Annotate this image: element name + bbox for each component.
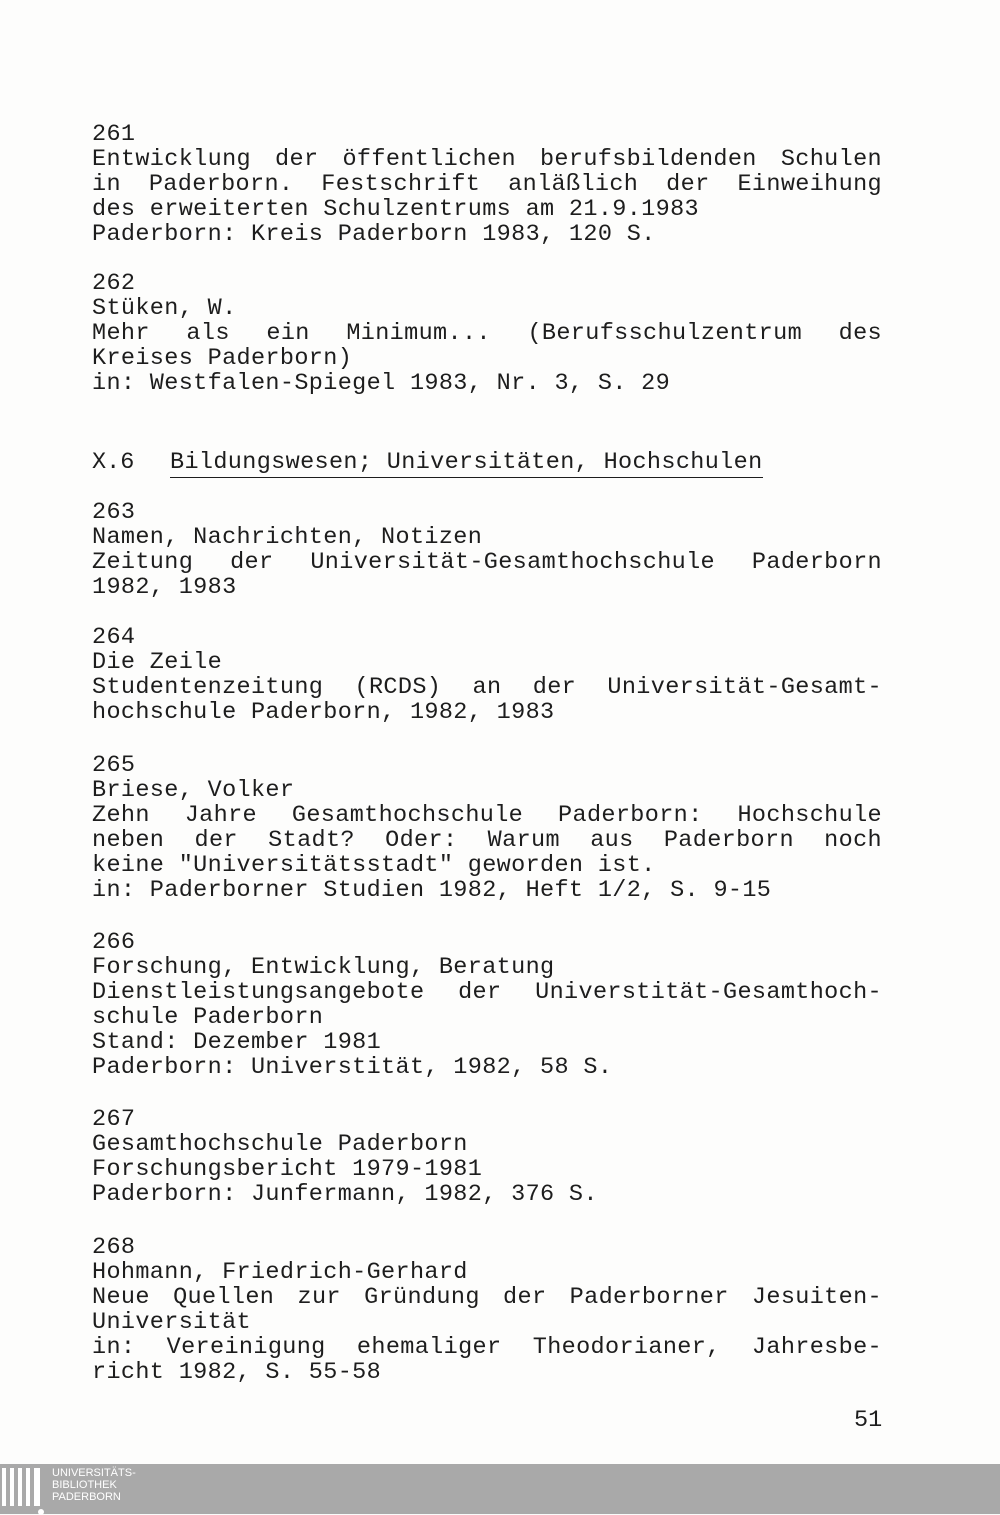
entry-number: 267: [92, 1106, 136, 1133]
entry-line: Zehn Jahre Gesamthochschule Paderborn: Hochschule: [92, 802, 882, 829]
entry-line: des erweiterten Schulzentrums am 21.9.1983: [92, 196, 699, 223]
entry-line: in: Paderborner Studien 1982, Heft 1/2, S. 9-15: [92, 877, 772, 904]
entry-line: Briese, Volker: [92, 777, 295, 804]
logo-line: PADERBORN: [52, 1491, 121, 1503]
entry-line: Dienstleistungsangebote der Universtität-Gesamthoch-: [92, 979, 882, 1006]
entry-line: Stüken, W.: [92, 295, 237, 322]
entry-line: Namen, Nachrichten, Notizen: [92, 524, 483, 551]
entry-line: Paderborn: Universtität, 1982, 58 S.: [92, 1054, 613, 1081]
entry-line: Forschung, Entwicklung, Beratung: [92, 954, 555, 981]
entry-line: keine "Universitätsstadt" geworden ist.: [92, 852, 656, 879]
entry-line: in: Vereinigung ehemaliger Theodorianer, Jahresbe-: [92, 1334, 882, 1361]
entry-line: Forschungsbericht 1979-1981: [92, 1156, 483, 1183]
page-number: 51: [854, 1407, 883, 1434]
entry-number: 264: [92, 624, 136, 651]
entry-line: Paderborn: Junfermann, 1982, 376 S.: [92, 1181, 598, 1208]
logo-line: BIBLIOTHEK: [52, 1479, 117, 1491]
entry-number: 262: [92, 270, 136, 297]
library-logo-text: [52, 1467, 136, 1503]
entry-number: 266: [92, 929, 136, 956]
entry-line: richt 1982, S. 55-58: [92, 1359, 382, 1386]
entry-line: Paderborn: Kreis Paderborn 1983, 120 S.: [92, 221, 656, 248]
entry-line: in: Westfalen-Spiegel 1983, Nr. 3, S. 29: [92, 370, 671, 397]
entry-number: 268: [92, 1234, 136, 1261]
entry-number: 261: [92, 121, 136, 148]
section-number: X.6: [92, 449, 135, 476]
entry-line: Mehr als ein Minimum... (Berufsschulzentrum des: [92, 320, 882, 347]
entry-line: Zeitung der Universität-Gesamthochschule Paderborn: [92, 549, 882, 576]
entry-line: Hohmann, Friedrich-Gerhard: [92, 1259, 468, 1286]
entry-line: hochschule Paderborn, 1982, 1983: [92, 699, 555, 726]
entry-line: Entwicklung der öffentlichen berufsbildenden Schulen: [92, 146, 882, 173]
entry-number: 263: [92, 499, 136, 526]
entry-line: Kreises Paderborn): [92, 345, 353, 372]
section-title: Bildungswesen; Universitäten, Hochschulen: [170, 449, 763, 476]
entry-line: in Paderborn. Festschrift anläßlich der Einweihung: [92, 171, 882, 198]
entry-line: schule Paderborn: [92, 1004, 324, 1031]
logo-line: UNIVERSITÄTS-: [52, 1467, 136, 1479]
entry-line: Gesamthochschule Paderborn: [92, 1131, 468, 1158]
entry-line: neben der Stadt? Oder: Warum aus Paderborn noch: [92, 827, 882, 854]
entry-line: Stand: Dezember 1981: [92, 1029, 382, 1056]
entry-line: Die Zeile: [92, 649, 223, 676]
library-footer: [0, 1464, 1000, 1514]
entry-line: Neue Quellen zur Gründung der Paderborner Jesuiten-: [92, 1284, 882, 1311]
entry-line: Studentenzeitung (RCDS) an der Universität-Gesamt-: [92, 674, 882, 701]
entry-line: 1982, 1983: [92, 574, 237, 601]
entry-line: Universität: [92, 1309, 251, 1336]
entry-number: 265: [92, 752, 136, 779]
